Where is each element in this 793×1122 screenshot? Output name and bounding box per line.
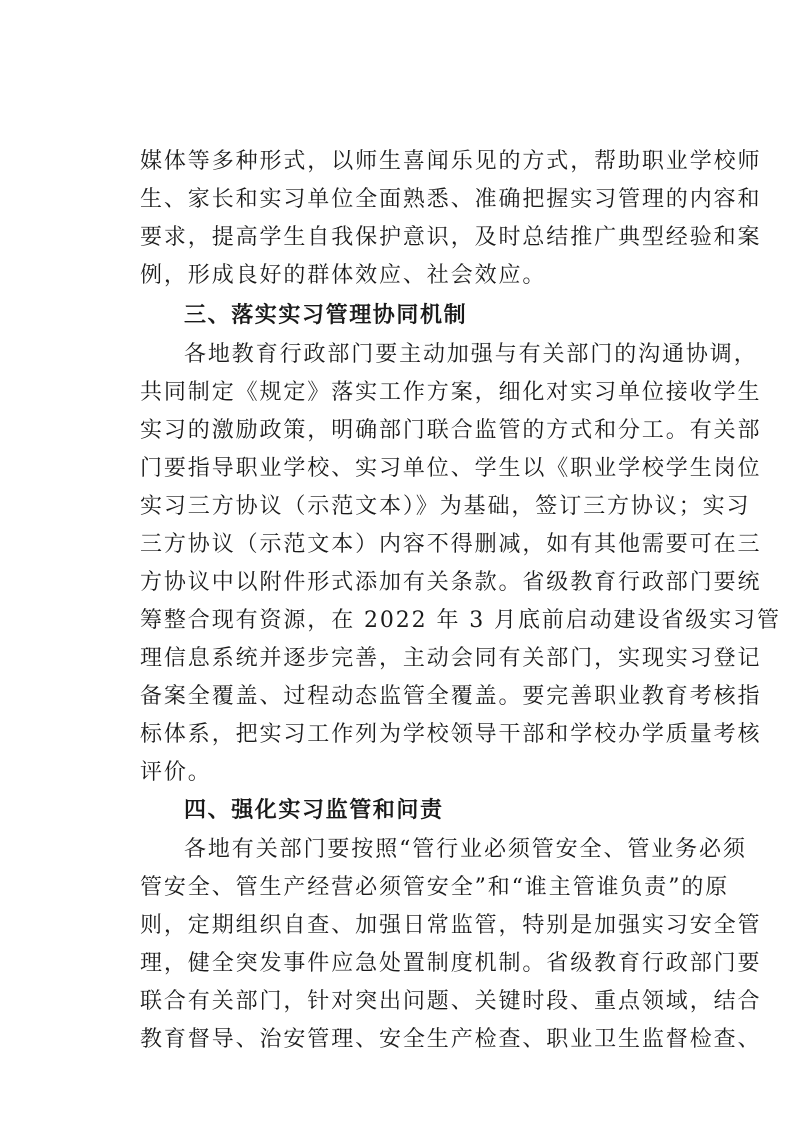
paragraph-line: 实习的激励政策，明确部门联合监管的方式和分工。有关部 [140,418,762,443]
paragraph-line: 媒体等多种形式，以师生喜闻乐见的方式，帮助职业学校师 [140,149,762,174]
paragraph-line: 教育督导、治安管理、安全生产检查、职业卫生监督检查、 [140,1027,762,1052]
paragraph-line: 实习三方协议（示范文本）》为基础，签订三方协议；实习 [140,494,751,519]
paragraph-line: 各地有关部门要按照“管行业必须管安全、管业务必须 [184,837,747,862]
section-heading-3: 三、落实实习管理协同机制 [184,303,468,328]
paragraph-line: 则，定期组织自查、加强日常监管，特别是加强实习安全管 [140,913,762,938]
paragraph-line: 三方协议（示范文本）内容不得删减，如有其他需要可在三 [140,532,762,557]
paragraph-line: 各地教育行政部门要主动加强与有关部门的沟通协调， [184,342,758,367]
paragraph-line: 生、家长和实习单位全面熟悉、准确把握实习管理的内容和 [140,187,762,212]
paragraph-line: 筹整合现有资源，在 2022 年 3 月底前启动建设省级实习管 [140,608,781,633]
paragraph-line: 标体系，把实习工作列为学校领导干部和学校办学质量考核 [140,722,762,747]
paragraph-line: 例，形成良好的群体效应、社会效应。 [140,263,547,288]
section-heading-4: 四、强化实习监管和问责 [184,798,444,823]
paragraph-line: 要求，提高学生自我保护意识，及时总结推广典型经验和案 [140,225,762,250]
paragraph-line: 方协议中以附件形式添加有关条款。省级教育行政部门要统 [140,570,762,595]
paragraph-line: 备案全覆盖、过程动态监管全覆盖。要完善职业教育考核指 [140,684,762,709]
paragraph-line: 联合有关部门，针对突出问题、关键时段、重点领域，结合 [140,989,762,1014]
paragraph-line: 共同制定《规定》落实工作方案，细化对实习单位接收学生 [140,380,762,405]
paragraph-line: 理，健全突发事件应急处置制度机制。省级教育行政部门要 [140,951,762,976]
paragraph-line: 评价。 [140,760,212,785]
paragraph-line: 门要指导职业学校、实习单位、学生以《职业学校学生岗位 [140,456,762,481]
paragraph-line: 理信息系统并逐步完善，主动会同有关部门，实现实习登记 [140,646,762,671]
paragraph-line: 管安全、管生产经营必须管安全”和“谁主管谁负责”的原 [140,875,730,900]
